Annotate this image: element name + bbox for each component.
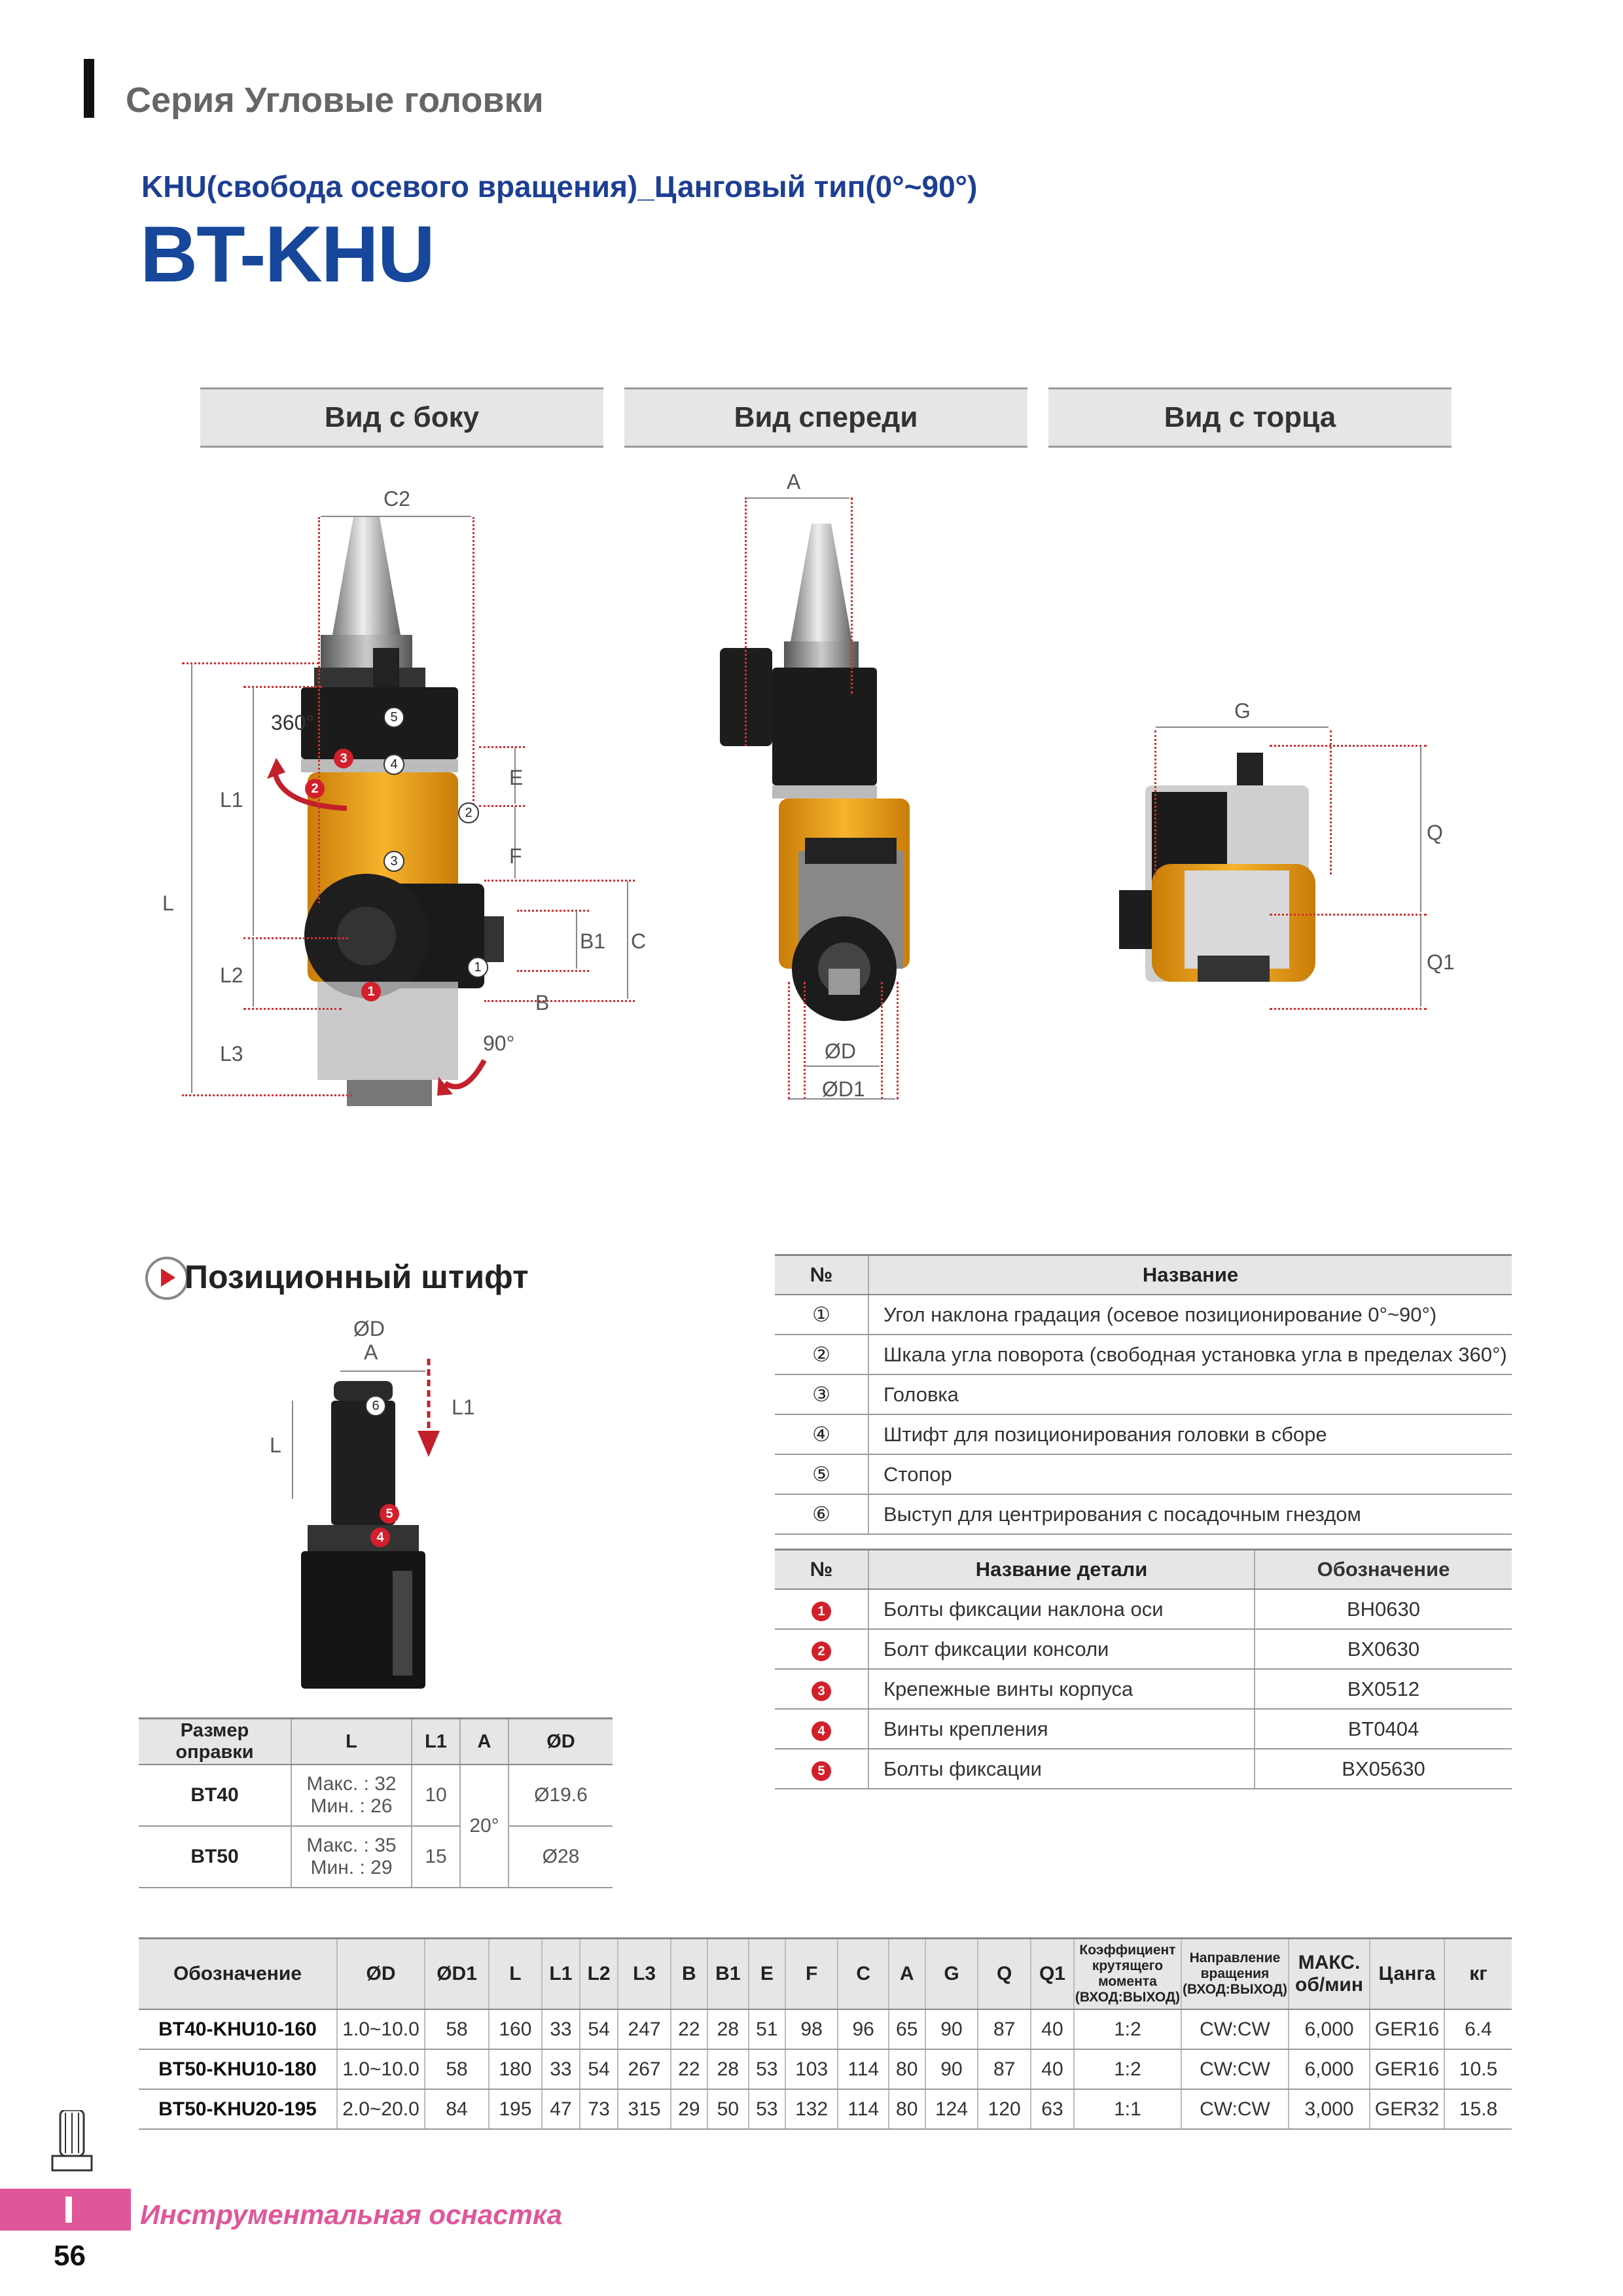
play-icon — [145, 1257, 188, 1300]
table-row — [139, 2009, 1512, 2049]
part-code: BH0630 — [1255, 1589, 1512, 1629]
table-row — [775, 1629, 1512, 1669]
dim-b1: B1 — [580, 929, 606, 953]
spec-cell: CW:CW — [1181, 2009, 1289, 2049]
names-text: Стопор — [868, 1454, 1512, 1494]
table-row — [139, 2049, 1512, 2089]
callout-red-2: 2 — [305, 779, 325, 798]
spec-cell: 6,000 — [1289, 2049, 1370, 2089]
direction-h2: вращения — [1200, 1966, 1270, 1981]
torque-h1: Коэффициент — [1079, 1943, 1176, 1958]
spec-th-a: A — [889, 1939, 925, 2010]
callout-3: 3 — [383, 851, 404, 872]
spec-cell: 22 — [671, 2049, 707, 2089]
spec-cell: 6.4 — [1444, 2009, 1512, 2049]
dim-f: F — [509, 844, 522, 868]
spec-cell: 58 — [425, 2009, 489, 2049]
spec-cell: 98 — [785, 2009, 838, 2049]
callout-4: 4 — [383, 754, 404, 775]
pin-th-l1: L1 — [412, 1719, 460, 1765]
spec-cell: GER16 — [1370, 2009, 1444, 2049]
part-name: Винты крепления — [868, 1709, 1255, 1749]
spec-cell: 28 — [707, 2009, 749, 2049]
spec-th-f: F — [785, 1939, 838, 2010]
pin-d: Ø28 — [508, 1826, 613, 1888]
front-view-header: Вид спереди — [624, 387, 1027, 448]
spec-cell: 58 — [425, 2049, 489, 2089]
spec-cell: 195 — [489, 2089, 542, 2129]
part-name: Болты фиксации — [868, 1749, 1255, 1789]
pin-size: BT40 — [139, 1765, 291, 1826]
spec-th-e: E — [749, 1939, 785, 2010]
front-dim-a: A — [787, 470, 801, 493]
spec-cell: GER32 — [1370, 2089, 1444, 2129]
spec-th-q: Q — [978, 1939, 1031, 2010]
pin-l-max: Макс. : 32 — [306, 1773, 397, 1795]
spec-cell: 132 — [785, 2089, 838, 2129]
table-row — [775, 1335, 1512, 1374]
part-number: 4 — [812, 1721, 831, 1741]
footer-section-name: Инструментальная оснастка — [140, 2199, 563, 2230]
spec-cell: 114 — [838, 2049, 888, 2089]
table-row — [775, 1589, 1512, 1629]
direction-h1: Направление — [1189, 1950, 1281, 1965]
table-row — [775, 1749, 1512, 1789]
part-code: BX05630 — [1255, 1749, 1512, 1789]
names-no: ⑥ — [775, 1494, 868, 1534]
names-text: Шкала угла поворота (свободная установка угла в пределах 360°) — [868, 1335, 1512, 1374]
table-row — [139, 2089, 1512, 2129]
torque-h3: (ВХОД:ВЫХОД) — [1075, 1990, 1180, 2005]
front-view-image — [707, 511, 942, 1047]
dim-l: L — [162, 891, 174, 915]
spec-cell: 65 — [889, 2009, 925, 2049]
spec-cell: 54 — [580, 2049, 618, 2089]
dim-l3: L3 — [220, 1042, 243, 1066]
parts-th-no: № — [775, 1550, 868, 1590]
spec-th-collet: Цанга — [1370, 1939, 1444, 2010]
pin-th-a: A — [460, 1719, 508, 1765]
spec-cell: 40 — [1031, 2049, 1074, 2089]
pin-l-min: Мин. : 26 — [310, 1795, 393, 1817]
dim-b: B — [535, 991, 550, 1014]
names-th-name: Название — [868, 1255, 1512, 1295]
spec-cell: 180 — [489, 2049, 542, 2089]
pin-callout-5: 5 — [380, 1504, 399, 1524]
pin-a: 20° — [460, 1765, 508, 1888]
pin-callout-6: 6 — [365, 1395, 386, 1416]
callout-5: 5 — [383, 707, 404, 728]
collet-icon — [46, 2110, 98, 2189]
spec-cell: GER16 — [1370, 2049, 1444, 2089]
spec-th-l2: L2 — [580, 1939, 618, 2010]
max-h2: об/мин — [1295, 1974, 1363, 1996]
series-title: Серия Угловые головки — [126, 81, 544, 120]
spec-cell: 87 — [978, 2009, 1031, 2049]
pin-th-d: ØD — [508, 1719, 613, 1765]
spec-cell: 120 — [978, 2089, 1031, 2129]
spec-cell: 247 — [618, 2009, 671, 2049]
pin-l1: 10 — [412, 1765, 460, 1826]
names-no: ② — [775, 1335, 868, 1374]
dim-90: 90° — [483, 1031, 515, 1055]
names-text: Угол наклона градация (осевое позиционирование 0°~90°) — [868, 1295, 1512, 1335]
spec-cell: BT50-KHU20-195 — [139, 2089, 337, 2129]
spec-cell: 160 — [489, 2009, 542, 2049]
spec-cell: 3,000 — [1289, 2089, 1370, 2129]
spec-cell: 114 — [838, 2089, 888, 2129]
table-row — [775, 1295, 1512, 1335]
spec-th-max — [1289, 1939, 1370, 2010]
names-no: ⑤ — [775, 1454, 868, 1494]
side-view-header: Вид с боку — [200, 387, 603, 448]
spec-cell: 50 — [707, 2089, 749, 2129]
spec-cell: 54 — [580, 2009, 618, 2049]
part-number: 1 — [812, 1602, 831, 1621]
callout-1: 1 — [467, 957, 488, 978]
spec-cell: 47 — [542, 2089, 580, 2129]
table-row — [775, 1669, 1512, 1709]
dim-360: 360° — [271, 711, 315, 734]
spec-cell: 15.8 — [1444, 2089, 1512, 2129]
spec-th-l1: L1 — [542, 1939, 580, 2010]
spec-cell: 53 — [749, 2089, 785, 2129]
spec-cell: BT40-KHU10-160 — [139, 2009, 337, 2049]
spec-cell: 96 — [838, 2009, 888, 2049]
pin-d: Ø19.6 — [508, 1765, 613, 1826]
end-dim-g: G — [1234, 699, 1251, 723]
pin-dim-a: A — [364, 1340, 378, 1364]
end-dim-q1: Q1 — [1427, 950, 1455, 974]
spec-cell: 90 — [925, 2049, 978, 2089]
pin-l-max: Макс. : 35 — [306, 1835, 397, 1856]
footer-marker — [65, 2197, 72, 2223]
part-name: Болт фиксации консоли — [868, 1629, 1255, 1669]
end-view-image — [1113, 740, 1348, 1014]
torque-h2: крутящего момента — [1092, 1958, 1164, 1989]
callout-2: 2 — [458, 802, 479, 823]
spec-cell: 1:2 — [1074, 2049, 1181, 2089]
spec-cell: 1.0~10.0 — [337, 2009, 425, 2049]
parts-th-name: Название детали — [868, 1550, 1255, 1590]
spec-cell: 28 — [707, 2049, 749, 2089]
names-no: ① — [775, 1295, 868, 1335]
spec-cell: 90 — [925, 2009, 978, 2049]
spec-cell: 33 — [542, 2009, 580, 2049]
spec-cell: 29 — [671, 2089, 707, 2129]
spec-th-c: C — [838, 1939, 888, 2010]
pin-l — [291, 1765, 412, 1826]
pin-l1: 15 — [412, 1826, 460, 1888]
part-code: BX0512 — [1255, 1669, 1512, 1709]
part-number: 3 — [812, 1681, 831, 1701]
table-row — [775, 1709, 1512, 1749]
spec-th-d: ØD — [337, 1939, 425, 2010]
dim-l1: L1 — [220, 788, 243, 812]
spec-th-b: B — [671, 1939, 707, 2010]
spec-th-l3: L3 — [618, 1939, 671, 2010]
spec-cell: CW:CW — [1181, 2089, 1289, 2129]
spec-cell: 84 — [425, 2089, 489, 2129]
spec-th-designation: Обозначение — [139, 1939, 337, 2010]
spec-th-q1: Q1 — [1031, 1939, 1074, 2010]
pin-section-title: Позиционный штифт — [185, 1259, 529, 1295]
dim-l2: L2 — [220, 963, 243, 987]
spec-cell: 80 — [889, 2089, 925, 2129]
names-table — [775, 1254, 1512, 1535]
spec-cell: 33 — [542, 2049, 580, 2089]
names-text: Штифт для позиционирования головки в сборе — [868, 1414, 1512, 1454]
table-row — [775, 1494, 1512, 1534]
spec-cell: CW:CW — [1181, 2049, 1289, 2089]
down-arrow-icon — [412, 1359, 445, 1463]
dim-e: E — [509, 766, 524, 789]
names-text: Головка — [868, 1374, 1512, 1414]
front-dim-d1: ØD1 — [822, 1077, 865, 1101]
names-no: ④ — [775, 1414, 868, 1454]
pin-size: BT50 — [139, 1826, 291, 1888]
spec-cell: 51 — [749, 2009, 785, 2049]
parts-table — [775, 1549, 1512, 1789]
product-subtitle: KHU(свобода осевого вращения)_Цанговый тип(0°~90°) — [141, 170, 978, 204]
spec-cell: 10.5 — [1444, 2049, 1512, 2089]
page-number: 56 — [54, 2240, 86, 2272]
spec-th-d1: ØD1 — [425, 1939, 489, 2010]
spec-cell: 40 — [1031, 2009, 1074, 2049]
spec-cell: BT50-KHU10-180 — [139, 2049, 337, 2089]
spec-cell: 80 — [889, 2049, 925, 2089]
parts-th-code: Обозначение — [1255, 1550, 1512, 1590]
pin-dim-l1: L1 — [452, 1395, 475, 1419]
spec-cell: 103 — [785, 2049, 838, 2089]
names-th-no: № — [775, 1255, 868, 1295]
spec-cell: 1.0~10.0 — [337, 2049, 425, 2089]
pin-l — [291, 1826, 412, 1888]
direction-h3: (ВХОД:ВЫХОД) — [1182, 1982, 1287, 1997]
spec-cell: 6,000 — [1289, 2009, 1370, 2049]
part-number: 2 — [812, 1641, 831, 1661]
spec-cell: 63 — [1031, 2089, 1074, 2129]
end-dim-q: Q — [1427, 821, 1443, 844]
end-view-header: Вид с торца — [1048, 387, 1452, 448]
part-number: 5 — [812, 1761, 831, 1781]
front-dim-d: ØD — [825, 1039, 856, 1063]
part-code: BX0630 — [1255, 1629, 1512, 1669]
pin-l-min: Мин. : 29 — [310, 1857, 393, 1878]
spec-cell: 87 — [978, 2049, 1031, 2089]
spec-cell: 267 — [618, 2049, 671, 2089]
spec-cell: 1:2 — [1074, 2009, 1181, 2049]
spec-cell: 1:1 — [1074, 2089, 1181, 2129]
spec-cell: 2.0~20.0 — [337, 2089, 425, 2129]
spec-cell: 73 — [580, 2089, 618, 2129]
model-title: BT-KHU — [140, 209, 434, 298]
pin-th-size: Размер оправки — [139, 1719, 291, 1765]
pin-th-l: L — [291, 1719, 412, 1765]
max-h1: МАКС. — [1298, 1952, 1361, 1973]
spec-cell: 124 — [925, 2089, 978, 2129]
spec-th-direction — [1181, 1939, 1289, 2010]
spec-th-kg: кг — [1444, 1939, 1512, 2010]
table-row — [775, 1414, 1512, 1454]
spec-th-b1: B1 — [707, 1939, 749, 2010]
pin-table — [139, 1717, 613, 1888]
part-name: Крепежные винты корпуса — [868, 1669, 1255, 1709]
pin-dim-d: ØD — [353, 1317, 385, 1340]
dim-c: C — [631, 929, 647, 953]
callout-red-3: 3 — [334, 749, 353, 768]
pin-callout-4: 4 — [370, 1528, 390, 1547]
spec-th-l: L — [489, 1939, 542, 2010]
names-text: Выступ для центрирования с посадочным гнездом — [868, 1494, 1512, 1534]
table-row — [775, 1374, 1512, 1414]
spec-cell: 315 — [618, 2089, 671, 2129]
spec-th-g: G — [925, 1939, 978, 2010]
spec-cell: 22 — [671, 2009, 707, 2049]
spec-table — [139, 1937, 1512, 2130]
spec-th-torque — [1074, 1939, 1181, 2010]
spec-cell: 53 — [749, 2049, 785, 2089]
names-no: ③ — [775, 1374, 868, 1414]
table-row — [775, 1454, 1512, 1494]
part-code: BT0404 — [1255, 1709, 1512, 1749]
pin-dim-l: L — [270, 1433, 281, 1457]
callout-red-1: 1 — [361, 982, 381, 1001]
part-name: Болты фиксации наклона оси — [868, 1589, 1255, 1629]
dim-c2: C2 — [383, 487, 410, 511]
series-marker — [84, 59, 94, 118]
